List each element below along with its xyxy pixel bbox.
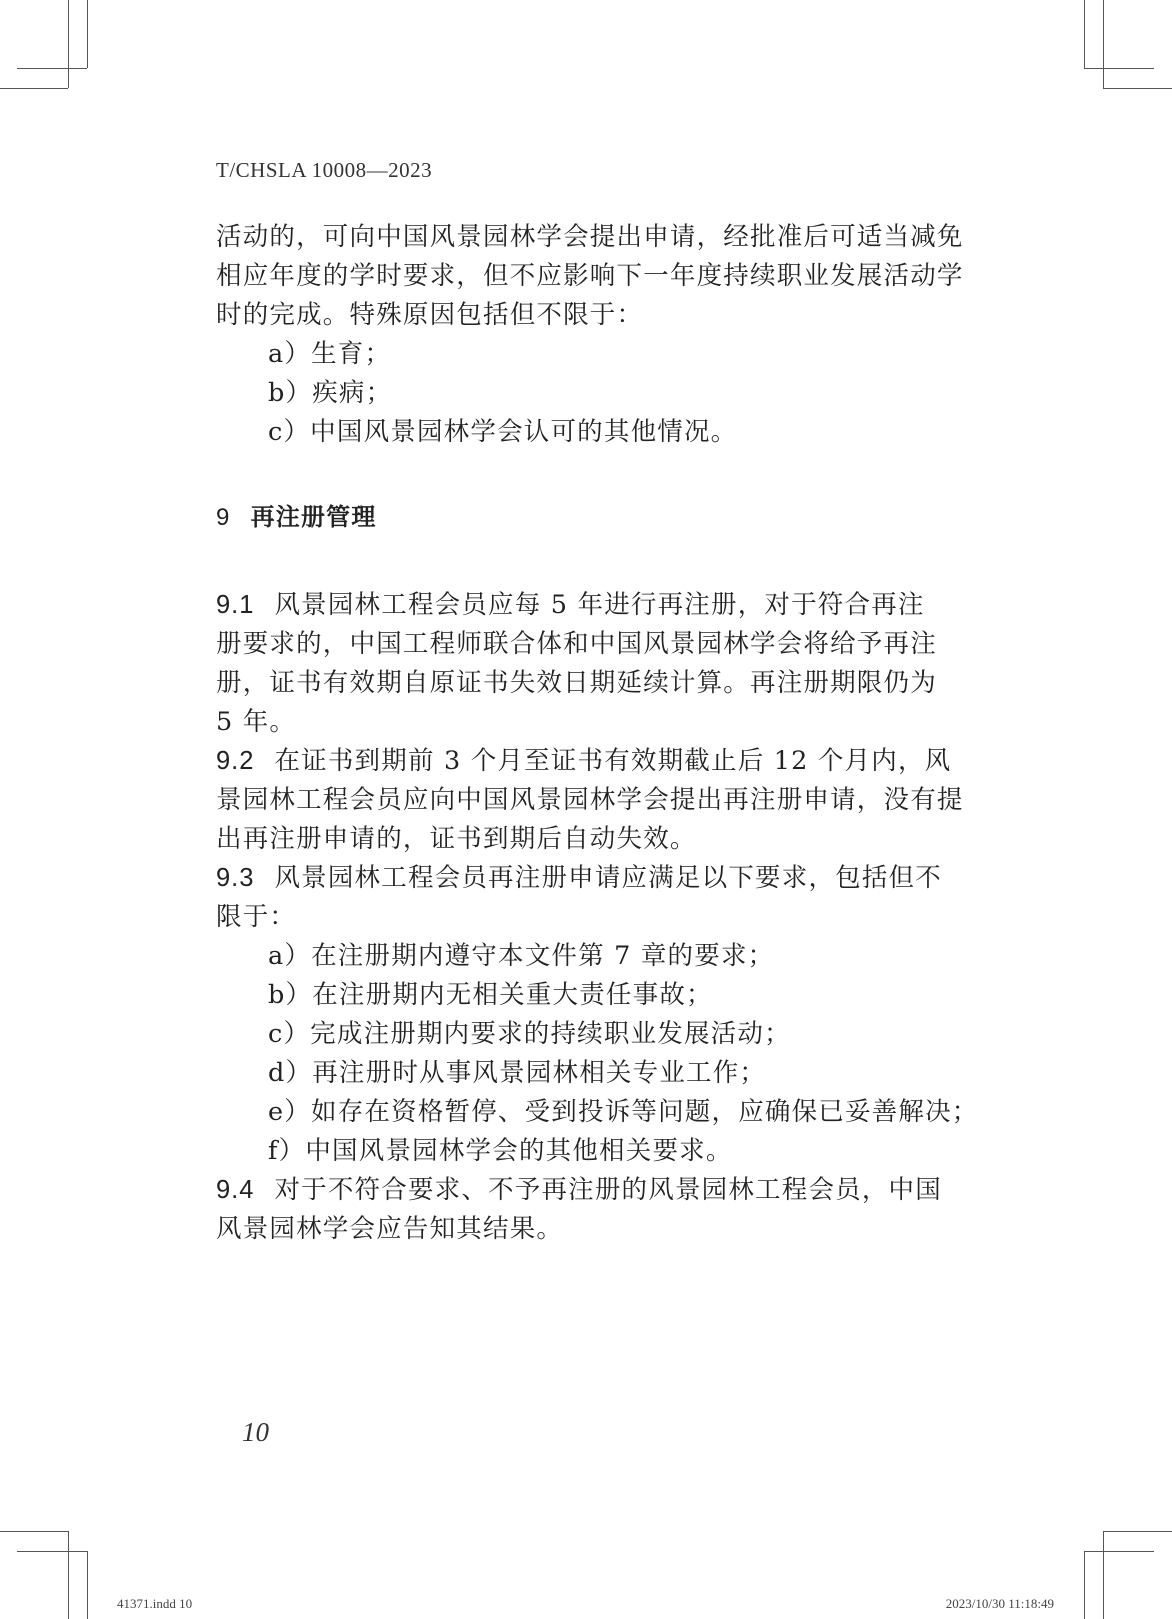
list-item: c）中国风景园林学会认可的其他情况。 xyxy=(268,417,738,447)
slug-file-info: 41371.indd 10 xyxy=(117,1596,193,1611)
list-item: a）生育； xyxy=(268,339,392,369)
clause-9-1 xyxy=(216,586,946,742)
list-item: b）疾病； xyxy=(268,378,393,408)
section-number: 9 xyxy=(216,504,231,531)
crop-mark xyxy=(1084,1551,1154,1552)
paragraph-line: 风景园林学会应告知其结果。 xyxy=(216,1214,564,1244)
list-item: b）在注册期内无相关重大责任事故； xyxy=(268,980,713,1010)
crop-mark xyxy=(68,1531,69,1619)
list-item: c）完成注册期内要求的持续职业发展活动； xyxy=(268,1019,791,1049)
paragraph-line: 活动的，可向中国风景园林学会提出申请，经批准后可适当减免 xyxy=(216,222,964,252)
crop-mark xyxy=(1084,1551,1085,1619)
clause-9-3 xyxy=(216,859,979,1171)
crop-mark xyxy=(17,1551,87,1552)
section-heading xyxy=(216,498,946,537)
paragraph-line: 限于： xyxy=(216,902,297,932)
crop-mark xyxy=(17,68,87,69)
paragraph-line: 5 年。 xyxy=(216,707,297,737)
crop-mark xyxy=(0,88,68,89)
crop-mark xyxy=(87,0,88,68)
paragraph-line: 相应年度的学时要求，但不应影响下一年度持续职业发展活动学 xyxy=(216,261,964,291)
crop-mark xyxy=(1103,88,1172,89)
paragraph-line: 册要求的，中国工程师联合体和中国风景园林学会将给予再注 xyxy=(216,629,937,659)
list-item: e）如存在资格暂停、受到投诉等问题，应确保已妥善解决； xyxy=(268,1097,979,1127)
list-item: f）中国风景园林学会的其他相关要求。 xyxy=(268,1136,733,1166)
crop-mark xyxy=(87,1551,88,1619)
clause-number: 9.4 xyxy=(216,1176,255,1204)
crop-mark xyxy=(1084,68,1154,69)
clause-number: 9.3 xyxy=(216,864,255,892)
crop-mark xyxy=(1103,1531,1172,1532)
crop-mark xyxy=(0,1531,68,1532)
paragraph-line: 景园林工程会员应向中国风景园林学会提出再注册申请，没有提 xyxy=(216,785,964,815)
clause-number: 9.2 xyxy=(216,747,255,775)
crop-mark xyxy=(1103,0,1104,88)
clause-number: 9.1 xyxy=(216,591,255,619)
paragraph-line: 出再注册申请的，证书到期后自动失效。 xyxy=(216,824,697,854)
clause-9-2 xyxy=(216,742,964,859)
paragraph-line: 在证书到期前 3 个月至证书有效期截止后 12 个月内，风 xyxy=(274,746,952,776)
slug-timestamp: 2023/10/30 11:18:49 xyxy=(945,1596,1054,1611)
crop-mark xyxy=(1084,0,1085,68)
crop-mark xyxy=(1103,1531,1104,1619)
crop-mark xyxy=(68,0,69,88)
paragraph-line: 风景园林工程会员应每 5 年进行再注册，对于符合再注 xyxy=(274,590,925,620)
paragraph-line: 时的完成。特殊原因包括但不限于： xyxy=(216,300,644,330)
paragraph-line: 册，证书有效期自原证书失效日期延续计算。再注册期限仍为 xyxy=(216,668,937,698)
clause-9-4 xyxy=(216,1171,946,1249)
paragraph-line: 风景园林工程会员再注册申请应满足以下要求，包括但不 xyxy=(274,863,942,893)
list-item: a）在注册期内遵守本文件第 7 章的要求； xyxy=(268,941,775,971)
section-title: 再注册管理 xyxy=(250,503,377,531)
page-body xyxy=(216,218,979,1249)
paragraph-line: 对于不符合要求、不予再注册的风景园林工程会员，中国 xyxy=(274,1175,942,1205)
document-code: T/CHSLA 10008—2023 xyxy=(216,158,433,182)
continued-paragraph xyxy=(216,218,964,452)
list-item: d）再注册时从事风景园林相关专业工作； xyxy=(268,1058,767,1088)
page-number: 10 xyxy=(242,1417,269,1447)
